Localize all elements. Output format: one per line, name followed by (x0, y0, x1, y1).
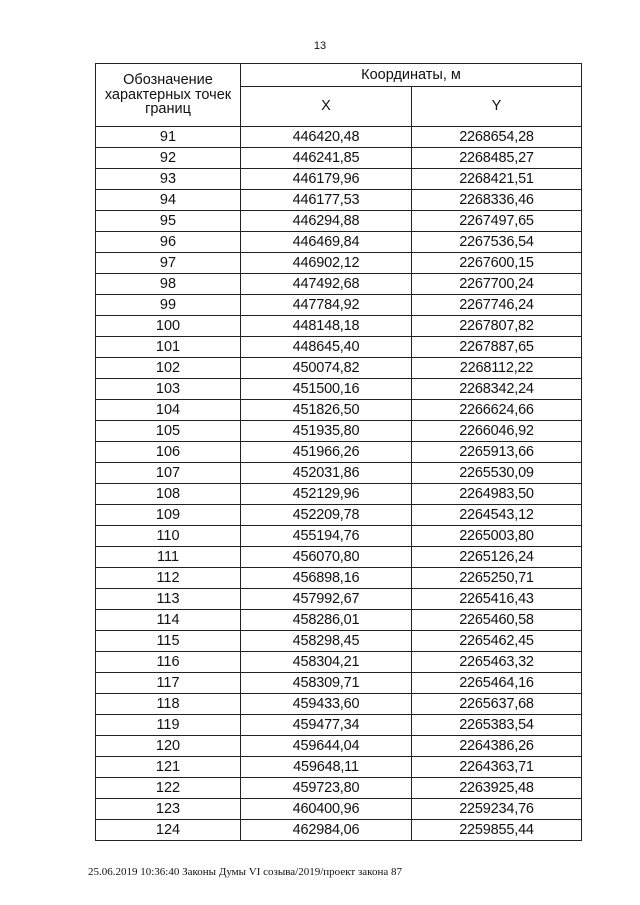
x-coordinate-cell: 459723,80 (241, 778, 412, 799)
table-row (96, 484, 582, 505)
y-coordinate-cell: 2268336,46 (412, 190, 582, 211)
table-row (96, 505, 582, 526)
y-coordinate-cell: 2266624,66 (412, 400, 582, 421)
table-row (96, 190, 582, 211)
table-row (96, 610, 582, 631)
x-coordinate-cell: 446294,88 (241, 211, 412, 232)
header-x: X (241, 87, 412, 127)
x-coordinate-cell: 462984,06 (241, 820, 412, 841)
y-coordinate-cell: 2268654,28 (412, 127, 582, 148)
x-coordinate-cell: 446179,96 (241, 169, 412, 190)
y-coordinate-cell: 2265637,68 (412, 694, 582, 715)
point-id-cell: 120 (96, 736, 241, 757)
y-coordinate-cell: 2265416,43 (412, 589, 582, 610)
x-coordinate-cell: 448645,40 (241, 337, 412, 358)
y-coordinate-cell: 2265126,24 (412, 547, 582, 568)
y-coordinate-cell: 2264983,50 (412, 484, 582, 505)
table-row (96, 820, 582, 841)
table-row (96, 442, 582, 463)
table-row (96, 673, 582, 694)
table-row (96, 589, 582, 610)
x-coordinate-cell: 458286,01 (241, 610, 412, 631)
y-coordinate-cell: 2264386,26 (412, 736, 582, 757)
table-row (96, 253, 582, 274)
point-id-cell: 93 (96, 169, 241, 190)
table-row (96, 757, 582, 778)
point-id-cell: 123 (96, 799, 241, 820)
y-coordinate-cell: 2265463,32 (412, 652, 582, 673)
x-coordinate-cell: 451966,26 (241, 442, 412, 463)
y-coordinate-cell: 2268112,22 (412, 358, 582, 379)
table-row (96, 694, 582, 715)
y-coordinate-cell: 2259855,44 (412, 820, 582, 841)
x-coordinate-cell: 456898,16 (241, 568, 412, 589)
table-row (96, 316, 582, 337)
footer-stamp: 25.06.2019 10:36:40 Законы Думы VI созыва/2019/проект закона 87 (88, 866, 402, 878)
table-row (96, 799, 582, 820)
x-coordinate-cell: 458309,71 (241, 673, 412, 694)
x-coordinate-cell: 451826,50 (241, 400, 412, 421)
x-coordinate-cell: 459477,34 (241, 715, 412, 736)
table-row (96, 715, 582, 736)
table-row (96, 547, 582, 568)
table-row (96, 652, 582, 673)
x-coordinate-cell: 460400,96 (241, 799, 412, 820)
point-id-cell: 116 (96, 652, 241, 673)
table-row (96, 778, 582, 799)
x-coordinate-cell: 446469,84 (241, 232, 412, 253)
point-id-cell: 117 (96, 673, 241, 694)
point-id-cell: 112 (96, 568, 241, 589)
point-id-cell: 119 (96, 715, 241, 736)
point-id-cell: 96 (96, 232, 241, 253)
point-id-cell: 110 (96, 526, 241, 547)
y-coordinate-cell: 2264543,12 (412, 505, 582, 526)
table-row (96, 736, 582, 757)
point-id-cell: 103 (96, 379, 241, 400)
point-id-cell: 102 (96, 358, 241, 379)
y-coordinate-cell: 2265383,54 (412, 715, 582, 736)
point-id-cell: 118 (96, 694, 241, 715)
point-id-cell: 121 (96, 757, 241, 778)
x-coordinate-cell: 459648,11 (241, 757, 412, 778)
point-id-cell: 113 (96, 589, 241, 610)
table-row (96, 337, 582, 358)
y-coordinate-cell: 2267700,24 (412, 274, 582, 295)
table-row (96, 400, 582, 421)
table-row (96, 274, 582, 295)
x-coordinate-cell: 447492,68 (241, 274, 412, 295)
x-coordinate-cell: 452129,96 (241, 484, 412, 505)
y-coordinate-cell: 2264363,71 (412, 757, 582, 778)
point-id-cell: 99 (96, 295, 241, 316)
y-coordinate-cell: 2267497,65 (412, 211, 582, 232)
table-row (96, 148, 582, 169)
y-coordinate-cell: 2265913,66 (412, 442, 582, 463)
y-coordinate-cell: 2266046,92 (412, 421, 582, 442)
table-row (96, 421, 582, 442)
point-id-cell: 92 (96, 148, 241, 169)
header-coordinates: Координаты, м (241, 64, 582, 87)
point-id-cell: 107 (96, 463, 241, 484)
x-coordinate-cell: 457992,67 (241, 589, 412, 610)
point-id-cell: 108 (96, 484, 241, 505)
header-y: Y (412, 87, 582, 127)
y-coordinate-cell: 2267600,15 (412, 253, 582, 274)
point-id-cell: 122 (96, 778, 241, 799)
point-id-cell: 109 (96, 505, 241, 526)
coordinates-table (95, 63, 582, 841)
y-coordinate-cell: 2267536,54 (412, 232, 582, 253)
x-coordinate-cell: 446420,48 (241, 127, 412, 148)
table-row (96, 379, 582, 400)
x-coordinate-cell: 459644,04 (241, 736, 412, 757)
x-coordinate-cell: 446902,12 (241, 253, 412, 274)
y-coordinate-cell: 2268485,27 (412, 148, 582, 169)
x-coordinate-cell: 446177,53 (241, 190, 412, 211)
point-id-cell: 95 (96, 211, 241, 232)
table-row (96, 211, 582, 232)
y-coordinate-cell: 2267746,24 (412, 295, 582, 316)
x-coordinate-cell: 447784,92 (241, 295, 412, 316)
y-coordinate-cell: 2265462,45 (412, 631, 582, 652)
y-coordinate-cell: 2268421,51 (412, 169, 582, 190)
point-id-cell: 91 (96, 127, 241, 148)
y-coordinate-cell: 2265464,16 (412, 673, 582, 694)
y-coordinate-cell: 2263925,48 (412, 778, 582, 799)
point-id-cell: 124 (96, 820, 241, 841)
y-coordinate-cell: 2265530,09 (412, 463, 582, 484)
point-id-cell: 100 (96, 316, 241, 337)
point-id-cell: 98 (96, 274, 241, 295)
point-id-cell: 101 (96, 337, 241, 358)
point-id-cell: 106 (96, 442, 241, 463)
point-id-cell: 115 (96, 631, 241, 652)
y-coordinate-cell: 2267887,65 (412, 337, 582, 358)
point-id-cell: 97 (96, 253, 241, 274)
y-coordinate-cell: 2265250,71 (412, 568, 582, 589)
page-number: 13 (313, 40, 327, 52)
point-id-cell: 114 (96, 610, 241, 631)
table-row (96, 631, 582, 652)
x-coordinate-cell: 451935,80 (241, 421, 412, 442)
x-coordinate-cell: 456070,80 (241, 547, 412, 568)
point-id-cell: 94 (96, 190, 241, 211)
x-coordinate-cell: 458298,45 (241, 631, 412, 652)
x-coordinate-cell: 452031,86 (241, 463, 412, 484)
y-coordinate-cell: 2268342,24 (412, 379, 582, 400)
y-coordinate-cell: 2267807,82 (412, 316, 582, 337)
x-coordinate-cell: 452209,78 (241, 505, 412, 526)
point-id-cell: 111 (96, 547, 241, 568)
table-row (96, 169, 582, 190)
x-coordinate-cell: 458304,21 (241, 652, 412, 673)
table-row (96, 463, 582, 484)
x-coordinate-cell: 459433,60 (241, 694, 412, 715)
x-coordinate-cell: 451500,16 (241, 379, 412, 400)
table-row (96, 232, 582, 253)
table-row (96, 127, 582, 148)
y-coordinate-cell: 2265003,80 (412, 526, 582, 547)
table-body (96, 127, 582, 841)
x-coordinate-cell: 446241,85 (241, 148, 412, 169)
table-row (96, 526, 582, 547)
table-row (96, 568, 582, 589)
y-coordinate-cell: 2265460,58 (412, 610, 582, 631)
table-row (96, 358, 582, 379)
point-id-cell: 104 (96, 400, 241, 421)
x-coordinate-cell: 448148,18 (241, 316, 412, 337)
point-id-cell: 105 (96, 421, 241, 442)
x-coordinate-cell: 455194,76 (241, 526, 412, 547)
header-designation: Обозначение характерных точек границ (96, 64, 241, 127)
x-coordinate-cell: 450074,82 (241, 358, 412, 379)
y-coordinate-cell: 2259234,76 (412, 799, 582, 820)
table-row (96, 295, 582, 316)
